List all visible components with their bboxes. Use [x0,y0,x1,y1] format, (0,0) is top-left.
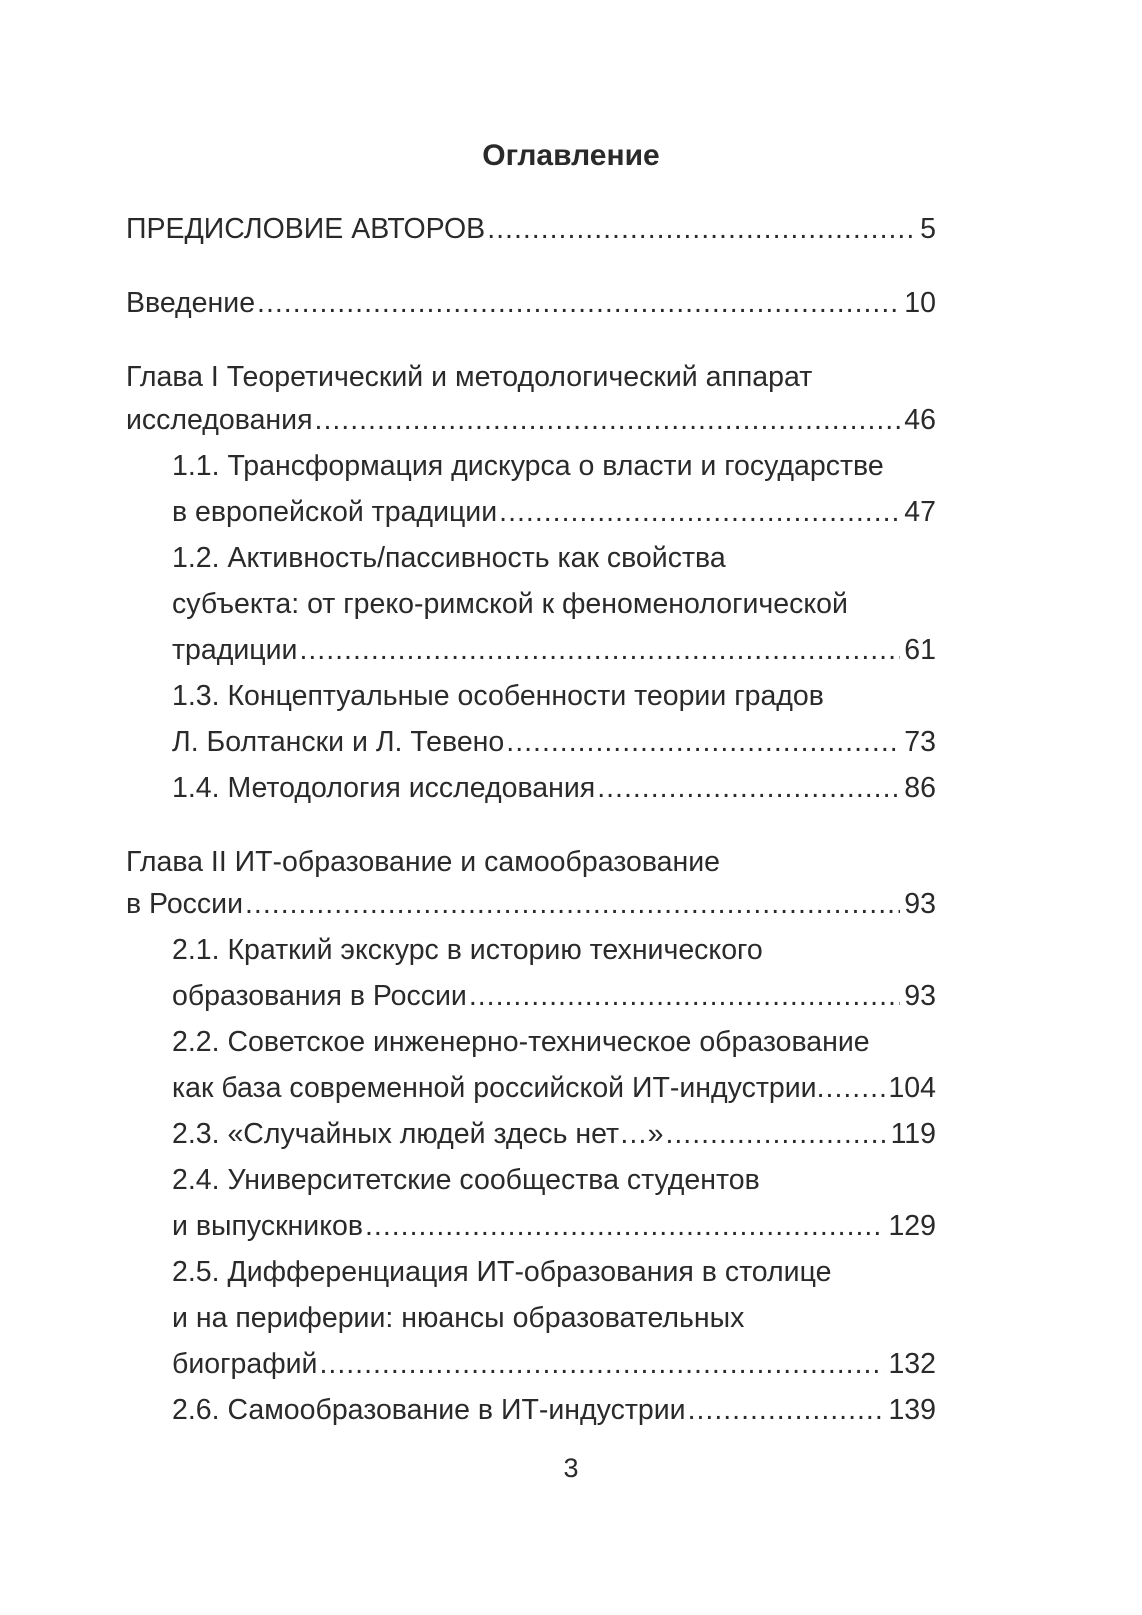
toc-entry-section-2-2-line-1[interactable] [172,1022,936,1062]
toc-page-number: 132 [888,1348,936,1380]
toc-entry-text: Введение [126,287,256,319]
toc-page-number: 93 [904,888,936,920]
toc-title: Оглавление [482,139,660,172]
dot-leader [688,1390,885,1430]
toc-entry-text: в европейской традиции [172,496,498,528]
dot-leader [299,630,900,670]
dot-leader [817,1068,889,1108]
toc-entry-section-2-2-line-2[interactable] [172,1068,936,1108]
toc-entry-text: биографий [172,1348,318,1380]
toc-entry-section-2-1-line-1[interactable] [172,930,936,970]
toc-entry-preface[interactable] [126,209,936,249]
toc-entry-text: в России [126,888,244,920]
toc-entry-text: 1.4. Методология исследования [172,772,596,804]
toc-entry-chapter-1-line-1[interactable] [126,357,936,397]
toc-entry-text: как база современной российской ИТ-индустрии [172,1072,817,1104]
toc-entry-text: субъекта: от греко-римской к феноменологической [172,588,848,620]
toc-page-number: 86 [904,772,936,804]
dot-leader [665,1114,886,1154]
dot-leader [315,400,901,440]
toc-page-number: 93 [904,980,936,1012]
toc-page-number: 73 [904,726,936,758]
toc-entry-text: и выпускников [172,1210,363,1242]
toc-entry-text: образования в России [172,980,467,1012]
toc-entry-text: и на периферии: нюансы образовательных [172,1302,745,1334]
toc-entry-section-2-5-line-3[interactable] [172,1344,936,1384]
toc-entry-text: исследования [126,404,313,436]
toc-page-number: 61 [904,634,936,666]
toc-page-number: 129 [888,1210,936,1242]
dot-leader [319,1344,884,1384]
dot-leader [245,884,900,924]
toc-entry-introduction[interactable] [126,283,936,323]
dot-leader [506,722,900,762]
dot-leader [499,492,900,532]
toc-entry-text: 2.5. Дифференциация ИТ-образования в столице [172,1256,832,1288]
toc-entry-text: ПРЕДИСЛОВИЕ АВТОРОВ [126,213,486,245]
toc-entry-section-2-4-line-1[interactable] [172,1160,936,1200]
toc-page-number: 139 [888,1394,936,1426]
toc-entry-text: 2.3. «Случайных людей здесь нет…» [172,1118,664,1150]
toc-entry-chapter-2-line-1[interactable] [126,842,936,882]
toc-entry-chapter-1-line-2[interactable] [126,400,936,440]
toc-entry-section-1-4[interactable] [172,768,936,808]
toc-entry-text: Глава II ИТ-образование и самообразование [126,846,721,878]
toc-page-number: 5 [920,213,936,245]
toc-page-number: 10 [904,287,936,319]
toc-entry-text: 2.1. Краткий экскурс в историю технического [172,934,763,966]
toc-entry-section-2-1-line-2[interactable] [172,976,936,1016]
toc-entry-text: 2.2. Советское инженерно-техническое образование [172,1026,870,1058]
toc-entry-section-2-5-line-1[interactable] [172,1252,936,1292]
toc-entry-section-1-2-line-2[interactable] [172,584,936,624]
toc-entry-section-2-3[interactable] [172,1114,936,1154]
toc-entry-section-1-2-line-3[interactable] [172,630,936,670]
toc-entry-section-2-6[interactable] [172,1390,936,1430]
page-number: 3 [563,1453,579,1483]
toc-page-number: 119 [890,1118,936,1150]
toc-entry-section-1-2-line-1[interactable] [172,538,936,578]
toc-entry-section-2-4-line-2[interactable] [172,1206,936,1246]
toc-entry-section-1-1-line-1[interactable] [172,446,936,486]
dot-leader [487,209,916,249]
dot-leader [597,768,900,808]
toc-entry-chapter-2-line-2[interactable] [126,884,936,924]
dot-leader [365,1206,884,1246]
toc-page-number: 47 [904,496,936,528]
toc-entry-text: 2.6. Самообразование в ИТ-индустрии [172,1394,686,1426]
toc-entry-section-2-5-line-2[interactable] [172,1298,936,1338]
toc-entry-text: Глава I Теоретический и методологический аппарат [126,361,813,393]
toc-entry-section-1-1-line-2[interactable] [172,492,936,532]
dot-leader [257,283,900,323]
toc-page-number: 46 [904,404,936,436]
toc-page-number: 104 [888,1072,936,1104]
toc-entry-text: 1.3. Концептуальные особенности теории градов [172,680,824,712]
toc-entry-text: традиции [172,634,298,666]
toc-entry-section-1-3-line-1[interactable] [172,676,936,716]
toc-entry-text: Л. Болтански и Л. Тевено [172,726,505,758]
toc-entry-text: 1.2. Активность/пассивность как свойства [172,542,726,574]
toc-entry-text: 2.4. Университетские сообщества студентов [172,1164,760,1196]
dot-leader [469,976,900,1016]
toc-entry-text: 1.1. Трансформация дискурса о власти и государстве [172,450,884,482]
toc-entry-section-1-3-line-2[interactable] [172,722,936,762]
